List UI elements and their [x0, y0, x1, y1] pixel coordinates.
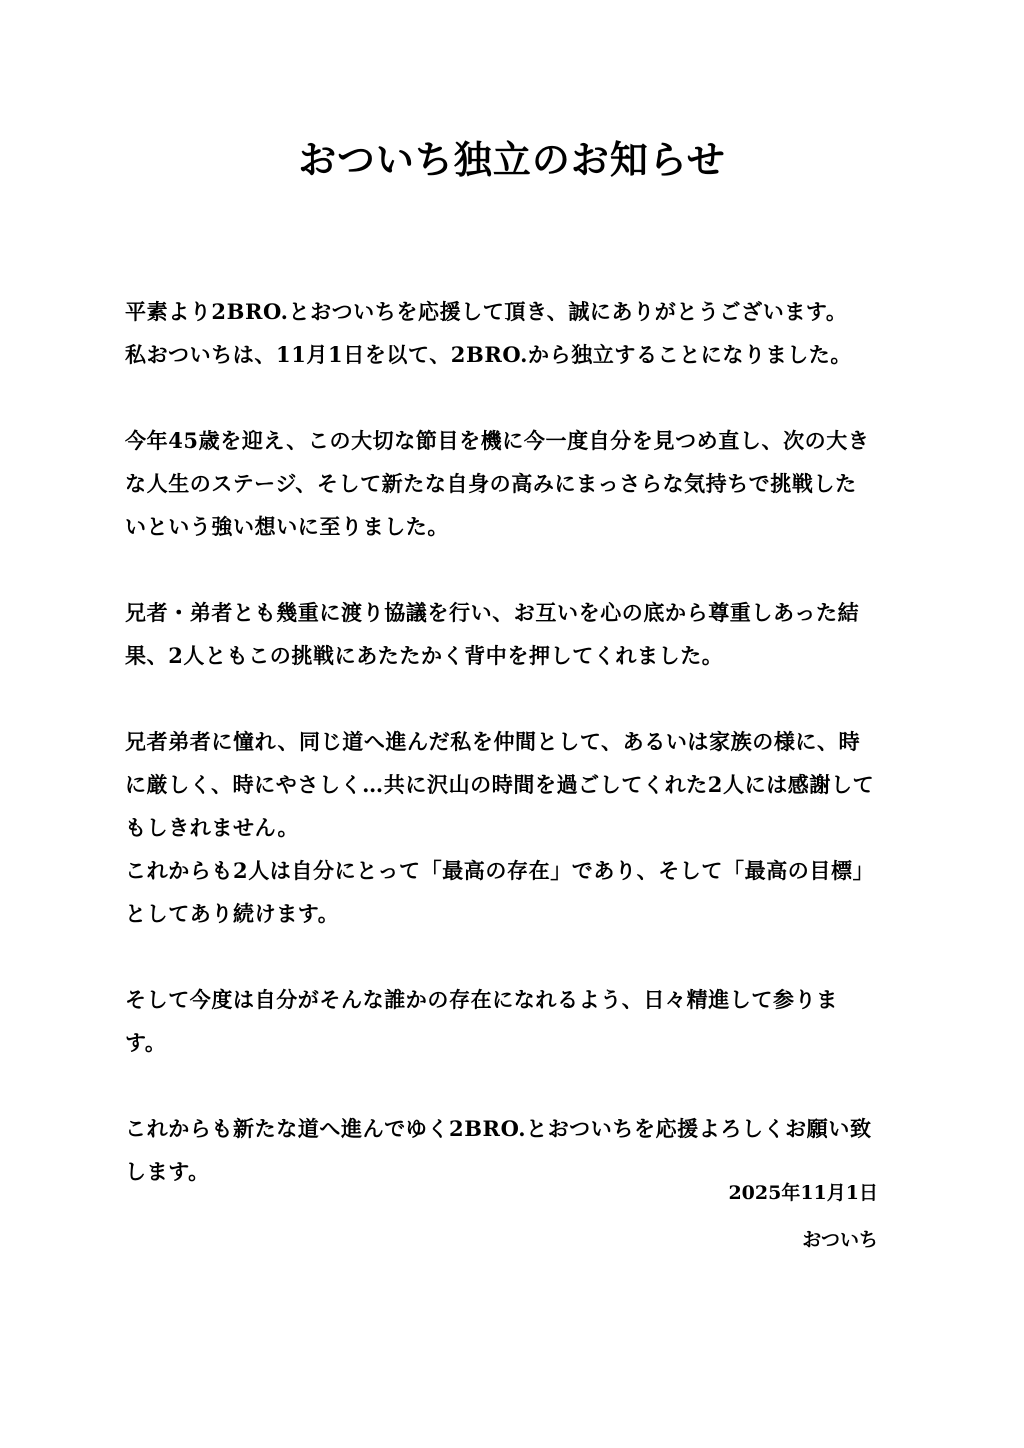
announcement-body	[125, 290, 895, 1193]
body-line: す。	[125, 1030, 167, 1055]
paragraph-break	[125, 677, 895, 720]
body-line: 果、2人ともこの挑戦にあたたかく背中を押してくれました。	[125, 643, 724, 668]
body-line: 兄者・弟者とも幾重に渡り協議を行い、お互いを心の底から尊重しあった結	[125, 600, 860, 625]
body-line: もしきれません。	[125, 815, 300, 840]
body-line: します。	[125, 1159, 210, 1184]
signature: おついち	[802, 1229, 878, 1251]
date: 2025年11月1日	[728, 1182, 878, 1204]
page-title: おついち独立のお知らせ	[298, 138, 726, 182]
body-line: としてあり続けます。	[125, 901, 340, 926]
body-line: これからも新たな道へ進んでゆく2BRO.とおついちを応援よろしくお願い致	[125, 1116, 872, 1141]
body-line: 私おついちは、11月1日を以て、2BRO.から独立することになりました。	[125, 342, 852, 367]
paragraph-break	[125, 1064, 895, 1107]
body-line: に厳しく、時にやさしく…共に沢山の時間を過ごしてくれた2人には感謝して	[125, 772, 875, 797]
paragraph-break	[125, 548, 895, 591]
body-line: 兄者弟者に憧れ、同じ道へ進んだ私を仲間として、あるいは家族の様に、時	[125, 729, 861, 754]
paragraph-break	[125, 376, 895, 419]
body-line: いという強い想いに至りました。	[125, 514, 449, 539]
body-line: 今年45歳を迎え、この大切な節目を機に今一度自分を見つめ直し、次の大き	[125, 428, 870, 453]
body-line: な人生のステージ、そして新たな自身の高みにまっさらな気持ちで挑戦した	[125, 471, 857, 496]
paragraph-break	[125, 935, 895, 978]
body-line: 平素より2BRO.とおついちを応援して頂き、誠にありがとうございます。	[125, 299, 848, 324]
body-line: そして今度は自分がそんな誰かの存在になれるよう、日々精進して参りま	[125, 987, 838, 1012]
body-line: これからも2人は自分にとって「最高の存在」であり、そして「最高の目標」	[125, 858, 875, 883]
